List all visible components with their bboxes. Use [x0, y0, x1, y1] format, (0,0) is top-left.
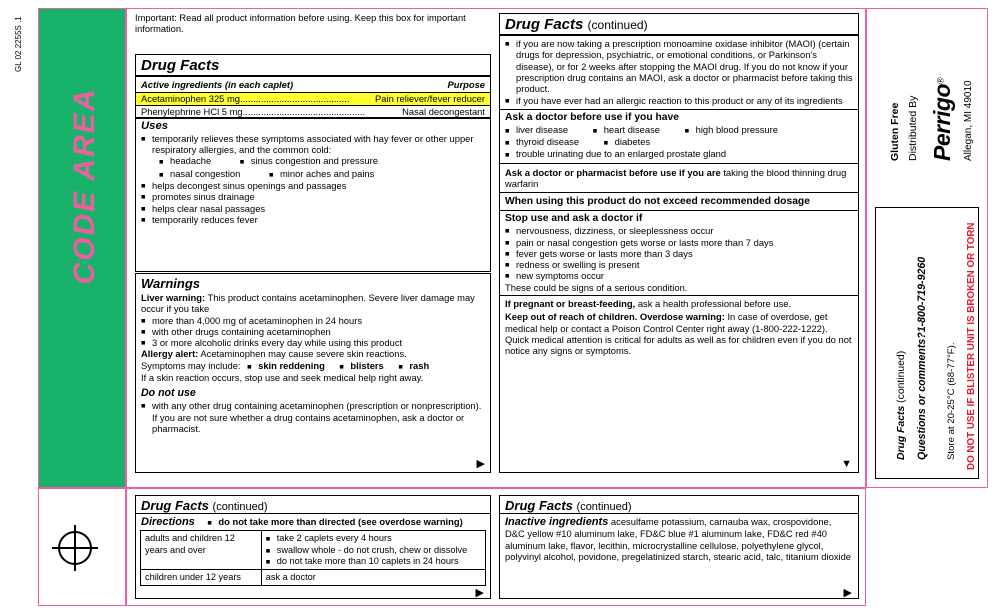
- liver-warning: Liver warning: This product contains acetaminophen. Severe liver damage may occur if you take ■ more than 4,000 mg of acetaminophen in 24 hours ■ with other drugs containing acetaminophen ■ 3 or more alcoholic drinks every day while using this product Allergy alert: Acetaminophen may cause severe skin reactions. Symptoms may include: ■ skin reddening ■ blisters ■ rash If a skin reaction occurs, stop use and seek medical help right away.: [136, 292, 490, 385]
- table-row: [141, 531, 486, 570]
- ask-doctor-row-3: ■trouble urinating due to an enlarged prostate gland: [505, 148, 853, 160]
- list-item: ■ 3 or more alcoholic drinks every day while using this product: [141, 337, 485, 348]
- directions-box-title: Drug Facts (continued): [141, 498, 268, 513]
- do-not-use-list: [136, 400, 490, 436]
- list-item: ■ with other drugs containing acetaminophen: [141, 326, 485, 337]
- ask-doctor-row-1: ■liver disease ■ heart disease ■ high blood pressure: [505, 124, 853, 136]
- uses-list: [136, 133, 490, 227]
- ask-doctor-heading: Ask a doctor before use if you have: [505, 111, 679, 123]
- active-ingredient-row-1: Acetaminophen 325 mg.......................................... Pain reliever/fever reducer: [136, 93, 490, 104]
- list-item: ■ pain or nasal congestion gets worse or lasts more than 7 days: [505, 237, 853, 248]
- inactive-box-title: Drug Facts (continued): [505, 498, 632, 513]
- side-panel: [866, 8, 988, 488]
- stop-use-list: [500, 225, 858, 295]
- list-item: ■ if you have ever had an allergic reaction to this product or any of its ingredients: [505, 95, 853, 106]
- directions-heading-row: Directions ■ do not take more than directed (see overdose warning): [136, 514, 490, 530]
- stop-use-heading: Stop use and ask a doctor if: [505, 213, 643, 225]
- tamper-warning: DO NOT USE IF BLISTER UNIT IS BROKEN OR TORN: [966, 222, 977, 470]
- dose-instructions-2: ask a doctor: [261, 569, 485, 585]
- overdose-warning: Keep out of reach of children. Overdose warning: In case of overdose, get medical help or contact a Poison Control Center right away (1-800-222-1222). Quick medical attention is critical for adults as well as for children even if you do not notice any signs or symptoms.: [505, 311, 852, 357]
- pregnant-warning: If pregnant or breast-feeding, ask a health professional before use.: [505, 298, 792, 310]
- important-notice: Important: Read all product information before using. Keep this box for important information.: [135, 13, 466, 35]
- list-item: ■ if you are now taking a prescription monoamine oxidase inhibitor (MAOI) (certain drugs for depression, psychiatric, or emotional conditions, or Parkinson's disease), or for 2 weeks after stopping the MAOI drug. If you do not know if your prescription drug contains an MAOI, ask a doctor or pharmacist before taking this product.: [505, 38, 853, 94]
- storage-info: Store at 20-25°C (68-77°F).: [946, 342, 957, 460]
- left-code-number: GL 02 2255S .1: [14, 16, 23, 72]
- list-item: ■ nervousness, dizziness, or sleeplessness occur: [505, 225, 853, 236]
- do-not-use-heading: Do not use: [141, 387, 196, 400]
- arrow-down-icon: ▼: [841, 458, 852, 470]
- inactive-ingredients-box: [499, 495, 859, 599]
- directions-box: [135, 495, 491, 599]
- list-item: ■ fever gets worse or lasts more than 3 days: [505, 248, 853, 259]
- allergy-symptoms: Symptoms may include: ■ skin reddening ■ blisters ■ rash: [141, 360, 485, 372]
- allergy-alert: Allergy alert: Acetaminophen may cause severe skin reactions.: [141, 348, 407, 360]
- arrow-right-icon: ▶: [475, 587, 484, 599]
- list-item: ■ helps decongest sinus openings and passages: [141, 180, 485, 191]
- drug-facts-box-1: [135, 54, 491, 272]
- drug-facts-continued-title: Drug Facts (continued): [505, 16, 648, 33]
- drug-facts-box-2: [499, 13, 859, 473]
- active-ingredients-label: Active ingredients (in each caplet): [141, 79, 294, 90]
- list-item: ■ temporarily reduces fever: [141, 214, 485, 225]
- arrow-right-icon: ▶: [476, 458, 485, 470]
- list-item: ■ helps clear nasal passages: [141, 203, 485, 214]
- ask-doctor-row-2: ■thyroid disease ■ diabetes: [505, 136, 853, 148]
- code-area-label: CODE AREA: [68, 87, 101, 285]
- registration-target-icon: [52, 525, 98, 571]
- active-ingredients-header: [136, 77, 490, 92]
- stop-use-note: These could be signs of a serious condition.: [505, 281, 688, 293]
- list-item: ■ redness or swelling is present: [505, 259, 853, 270]
- dose-who-1: adults and children 12 years and over: [141, 531, 262, 570]
- when-using-heading: When using this product do not exceed recommended dosage: [505, 196, 810, 208]
- drug-facts-continued-side: Drug Facts (continued): [896, 350, 907, 460]
- table-row: [141, 569, 486, 585]
- list-item: ■ new symptoms occur: [505, 270, 853, 281]
- brand-logo: Perrigo®: [929, 77, 955, 161]
- questions-comments: Questions or comments?1-800-719-9260: [916, 256, 928, 460]
- dose-instructions-1: ■take 2 caplets every 4 hours ■swallow whole - do not crush, chew or dissolve ■do not take more than 10 caplets in 24 hours: [261, 531, 485, 570]
- address-label: Allegan, MI 49010: [963, 80, 974, 161]
- list-item: ■ promotes sinus drainage: [141, 191, 485, 202]
- main-label-panel: [126, 8, 866, 488]
- drug-facts-title: Drug Facts: [141, 57, 220, 74]
- registered-mark-icon: ®: [935, 77, 946, 84]
- uses-sub-row-1: ■headache ■ sinus congestion and pressure: [159, 155, 485, 167]
- code-area-panel: [38, 8, 126, 488]
- maoi-bullets: [500, 36, 858, 109]
- inactive-ingredients-text: Inactive ingredients acesulfame potassium, carnauba wax, crospovidone, D&C yellow #10 aluminum lake, FD&C blue #1 aluminum lake, FD&C red #40 aluminum lake, flavor, lecithin, microcrystalline cellulose, polyethylene glycol, polyvinyl alcohol, povidone, pregelatinized starch, stearic acid, talc, titanium dioxide: [505, 516, 852, 562]
- dosage-table: [140, 530, 486, 586]
- list-item: ■ with any other drug containing acetaminophen (prescription or nonprescription). If you are not sure whether a drug contains acetaminophen, ask a doctor or pharmacist.: [141, 400, 485, 434]
- contact-box: [875, 207, 979, 479]
- arrow-right-icon: ▶: [843, 587, 852, 599]
- ask-pharmacist: Ask a doctor or pharmacist before use if you are taking the blood thinning drug warfarin: [505, 166, 847, 189]
- purpose-label: Purpose: [447, 79, 485, 90]
- active-ingredient-row-2: Phenylephrine HCl 5 mg............................................... Nasal decongestant: [141, 105, 485, 117]
- dose-who-2: children under 12 years: [141, 569, 262, 585]
- warnings-heading: Warnings: [141, 276, 200, 291]
- bottom-flap-panel: [126, 488, 866, 606]
- allergy-action: If a skin reaction occurs, stop use and seek medical help right away.: [141, 372, 424, 384]
- warnings-box: [135, 273, 491, 473]
- gluten-free-label: Gluten Free: [889, 102, 901, 161]
- uses-sub-row-2: ■nasal congestion ■ minor aches and pains: [159, 168, 485, 180]
- distributed-by-label: Distributed By: [907, 95, 919, 161]
- ask-doctor-list: [500, 124, 858, 163]
- list-item: ■ temporarily relieves these symptoms associated with hay fever or other upper respiratory allergies, and the common cold:: [141, 133, 485, 156]
- uses-heading: Uses: [141, 119, 169, 132]
- list-item: ■ more than 4,000 mg of acetaminophen in 24 hours: [141, 315, 485, 326]
